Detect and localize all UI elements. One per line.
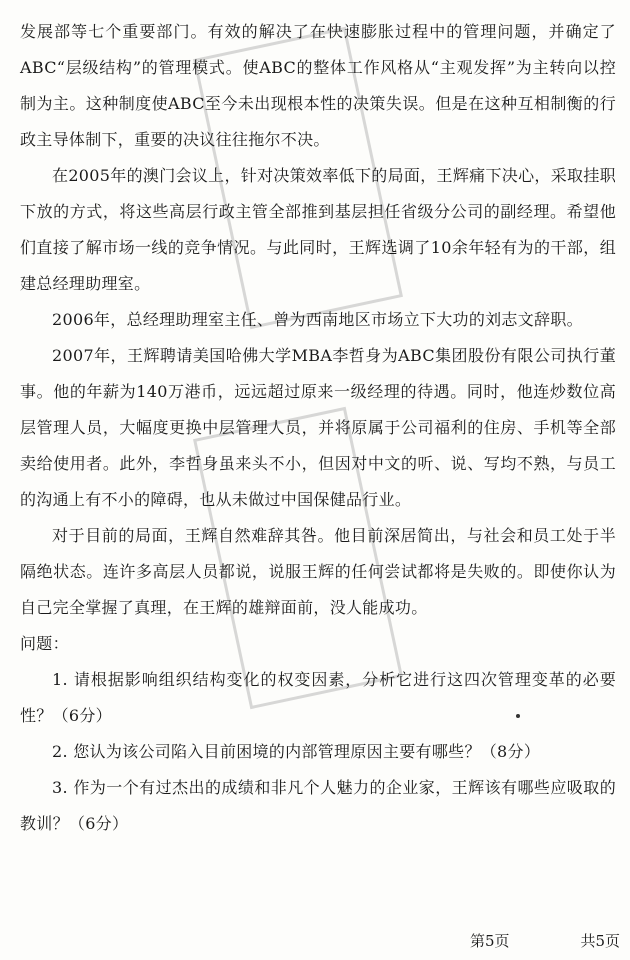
page-number: 第5页 [470,932,510,950]
question-2: 2. 您认为该公司陷入目前困境的内部管理原因主要有哪些？（8分） [52,742,541,761]
page-total: 共5页 [580,932,620,950]
paragraph-1: 发展部等七个重要部门。有效的解决了在快速膨胀过程中的管理问题，并确定了ABC“层级结构”的管理模式。使ABC的整体工作风格从“主观发挥”为主转向以控制为主。这种制度使ABC至今未出现根本性的决策失误。但是在这种互相制衡的行政主导体制下，重要的决议往往拖尔不决。 [20,22,616,149]
paragraph-5: 对于目前的局面，王辉自然难辞其咎。他目前深居简出，与社会和员工处于半隔绝状态。连许多高层人员都说，说服王辉的任何尝试都将是失败的。即使你认为自己完全掌握了真理，在王辉的雄辩面前，没人能成功。 [20,526,616,617]
scan-speck [516,714,520,718]
page-footer [470,930,620,951]
paragraph-3: 2006年，总经理助理室主任、曾为西南地区市场立下大功的刘志文辞职。 [52,310,583,329]
question-1: 1. 请根据影响组织结构变化的权变因素，分析它进行这四次管理变革的必要性？（6分） [20,670,616,725]
question-3: 3. 作为一个有过杰出的成绩和非凡个人魅力的企业家，王辉该有哪些应吸取的教训？（6分） [20,778,616,833]
paragraph-2: 在2005年的澳门会议上，针对决策效率低下的局面，王辉痛下决心，采取挂职下放的方式，将这些高层行政主管全部推到基层担任省级分公司的副经理。希望他们直接了解市场一线的竞争情况。与此同时，王辉选调了10余年轻有为的干部，组建总经理助理室。 [20,166,616,293]
paragraph-4: 2007年，王辉聘请美国哈佛大学MBA李哲身为ABC集团股份有限公司执行董事。他的年薪为140万港币，远远超过原来一级经理的待遇。同时，他连炒数位高层管理人员，大幅度更换中层管理人员，并将原属于公司福利的住房、手机等全部卖给使用者。此外，李哲身虽来头不小，但因对中文的听、说、写均不熟，与员工的沟通上有不小的障碍，也从未做过中国保健品行业。 [20,346,616,509]
questions-heading: 问题： [20,634,69,653]
document-body [20,14,616,842]
